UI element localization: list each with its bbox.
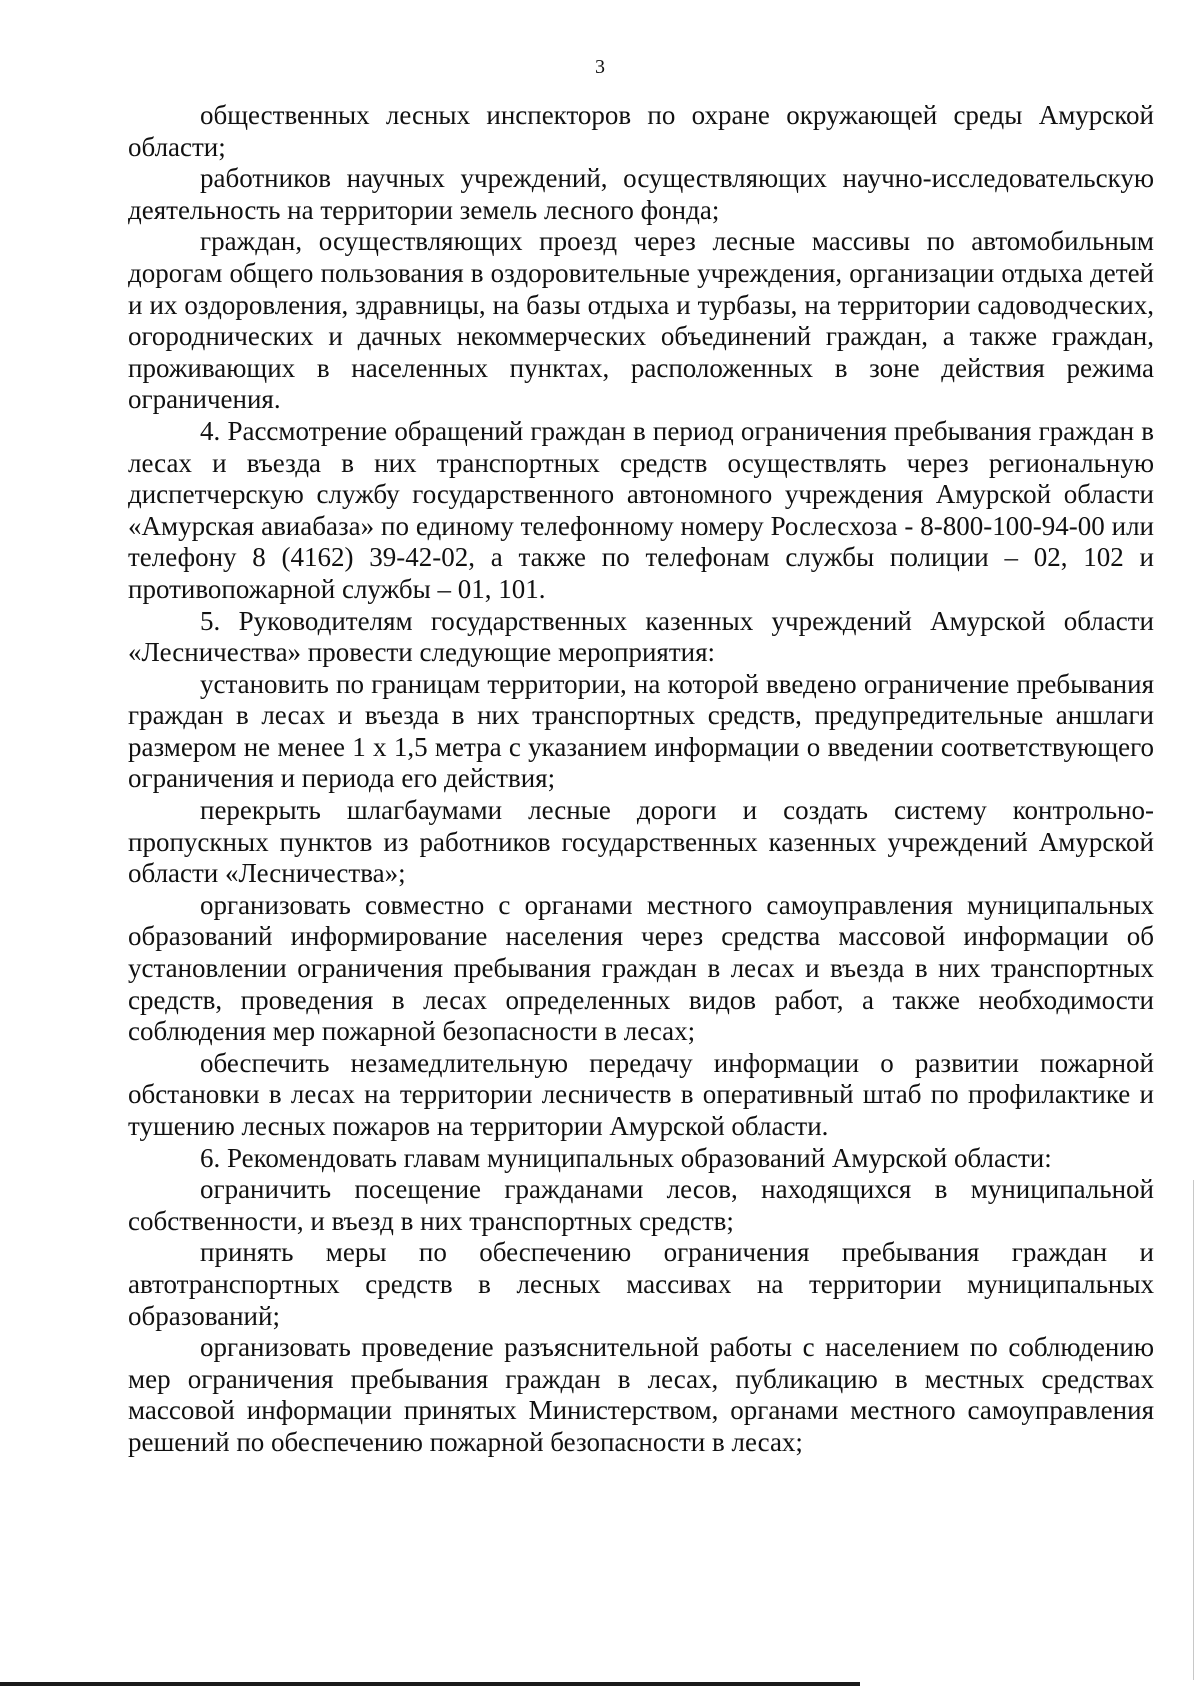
paragraph-inspectors: общественных лесных инспекторов по охране окружающей среды Амурской области; bbox=[128, 100, 1154, 162]
paragraph-citizens-passage: граждан, осуществляющих проезд через лесные массивы по автомобильным дорогам общего пользования в оздоровительные учреждения, организации отдыха детей и их оздоровления, здравницы, на базы отдыха и турбазы, на территории садоводческих, огороднических и дачных некоммерческих объединений граждан, а также граждан, проживающих в населенных пунктах, расположенных в зоне действия режима ограничения. bbox=[128, 226, 1154, 415]
scan-bottom-edge bbox=[0, 1682, 860, 1686]
paragraph-item-4: 4. Рассмотрение обращений граждан в период ограничения пребывания граждан в лесах и въезда в них транспортных средств осуществлять через региональную диспетчерскую службу государственного автономного учреждения Амурской области «Амурская авиабаза» по единому телефонному номеру Рослесхоза - 8-800-100-94-00 или телефону 8 (4162) 39-42-02, а также по телефонам службы полиции – 02, 102 и противопожарной службы – 01, 101. bbox=[128, 415, 1154, 604]
paragraph-restrict-visits: ограничить посещение гражданами лесов, находящихся в муниципальной собственности, и въезд в них транспортных средств; bbox=[128, 1174, 1154, 1236]
paragraph-barriers: перекрыть шлагбаумами лесные дороги и создать систему контрольно-пропускных пунктов из работников государственных казенных учреждений Амурской области «Лесничества»; bbox=[128, 795, 1154, 889]
paragraph-warning-signs: установить по границам территории, на которой введено ограничение пребывания граждан в лесах и въезда в них транспортных средств, предупредительные аншлаги размером не менее 1 х 1,5 метра с указанием информации о введении соответствующего ограничения и периода его действия; bbox=[128, 668, 1154, 794]
paragraph-research-workers: работников научных учреждений, осуществляющих научно-исследовательскую деятельность на территории земель лесного фонда; bbox=[128, 163, 1154, 225]
page-number: 3 bbox=[595, 56, 605, 78]
document-body bbox=[128, 100, 1154, 1459]
paragraph-informing-population: организовать совместно с органами местного самоуправления муниципальных образований информирование населения через средства массовой информации об установлении ограничения пребывания граждан в лесах и въезда в них транспортных средств, проведения в лесах определенных видов работ, а также необходимости соблюдения мер пожарной безопасности в лесах; bbox=[128, 889, 1154, 1047]
paragraph-item-5: 5. Руководителям государственных казенных учреждений Амурской области «Лесничества» провести следующие мероприятия: bbox=[128, 605, 1154, 668]
paragraph-item-6: 6. Рекомендовать главам муниципальных образований Амурской области: bbox=[200, 1142, 1052, 1173]
paragraph-take-measures: принять меры по обеспечению ограничения пребывания граждан и автотранспортных средств в лесных массивах на территории муниципальных образований; bbox=[128, 1237, 1154, 1331]
paragraph-fire-info-transfer: обеспечить незамедлительную передачу информации о развитии пожарной обстановки в лесах на территории лесничеств в оперативный штаб по профилактике и тушению лесных пожаров на территории Амурской области. bbox=[128, 1047, 1154, 1141]
scan-right-edge bbox=[1193, 1180, 1194, 1680]
paragraph-explanatory-work: организовать проведение разъяснительной работы с населением по соблюдению мер ограничения пребывания граждан в лесах, публикацию в местных средствах массовой информации принятых Министерством, органами местного самоуправления решений по обеспечению пожарной безопасности в лесах; bbox=[128, 1332, 1154, 1457]
